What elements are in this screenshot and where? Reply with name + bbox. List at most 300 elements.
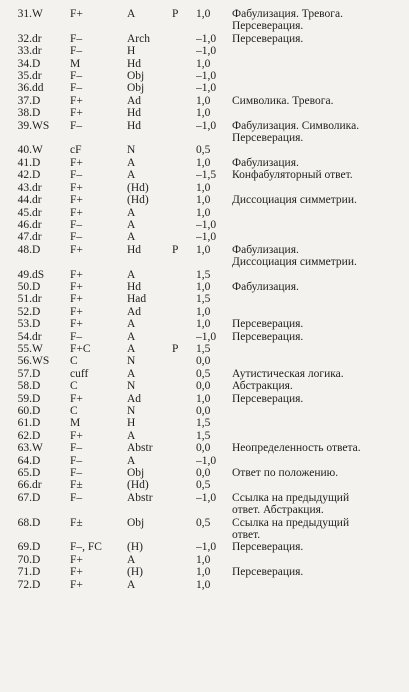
table-row [0, 207, 409, 219]
content-code: A [127, 231, 136, 244]
row-number: 62. [17, 429, 32, 442]
popular-mark [172, 554, 196, 566]
location-code: dr [32, 32, 42, 45]
content-code: N [127, 355, 136, 368]
popular-mark [172, 517, 196, 542]
comment-line: Неопределенность ответа. [232, 442, 361, 455]
form-score: 1,0 [196, 94, 211, 107]
location-code: D [32, 467, 41, 480]
comment-cell [232, 70, 409, 82]
location-code: W [32, 342, 43, 355]
determinant-code: M [70, 57, 81, 70]
form-score: 0,5 [196, 516, 211, 529]
table-row [0, 95, 409, 107]
table-row [0, 541, 409, 553]
location-code: D [32, 318, 41, 331]
row-number: 44. [17, 194, 32, 207]
row-number: 67. [17, 491, 32, 504]
form-score: 1,0 [196, 392, 211, 405]
form-score: 0,5 [196, 367, 211, 380]
determinant-code: F–, FC [70, 541, 102, 554]
table-row [0, 343, 409, 355]
popular-mark [172, 566, 196, 578]
row-number: 32. [17, 32, 32, 45]
content-code: Ad [127, 94, 142, 107]
row-number: 35. [17, 70, 32, 83]
popular-mark [172, 293, 196, 305]
row-number: 48. [17, 243, 32, 256]
row-number: 38. [17, 107, 32, 120]
content-code: (H) [127, 541, 143, 554]
determinant-code: F+ [70, 305, 83, 318]
content-code: Arch [127, 32, 150, 45]
row-number: 50. [17, 280, 32, 293]
location-code: D [32, 94, 41, 107]
content-code: A [127, 156, 136, 169]
table-row [0, 194, 409, 206]
table-row [0, 70, 409, 82]
location-code: dr [32, 479, 42, 492]
content-code: A [127, 454, 136, 467]
content-code: Hd [127, 107, 142, 120]
table-row [0, 455, 409, 467]
content-code: N [127, 405, 136, 417]
comment-cell [232, 45, 409, 57]
location-code: D [32, 566, 41, 579]
form-score: –1,0 [196, 491, 217, 504]
popular-mark [172, 194, 196, 206]
determinant-code: F+ [70, 156, 83, 169]
popular-mark [172, 368, 196, 380]
determinant-code: F+ [70, 293, 83, 306]
row-number: 57. [17, 367, 32, 380]
determinant-code: C [70, 405, 78, 417]
popular-mark: P [172, 8, 179, 20]
location-code: D [32, 516, 41, 529]
determinant-code: cF [70, 144, 82, 157]
location-code: WS [32, 355, 50, 368]
content-code: Obj [127, 70, 145, 83]
determinant-code: F– [70, 218, 83, 231]
content-code: Hd [127, 280, 142, 293]
comment-line: Ссылка на предыдущий [232, 491, 350, 504]
popular-mark [172, 281, 196, 293]
determinant-code: F+ [70, 107, 83, 120]
content-code: Ad [127, 392, 142, 405]
comment-cell [232, 566, 409, 578]
comment-cell [232, 8, 409, 33]
comment-cell [232, 492, 409, 517]
determinant-code: F+ [70, 194, 83, 207]
popular-mark [172, 58, 196, 70]
comment-line: Символика. Тревога. [232, 94, 334, 107]
location-code: dr [32, 206, 42, 219]
table-row [0, 380, 409, 392]
comment-line: Персеверация. [232, 392, 304, 405]
comment-cell [232, 269, 409, 281]
comment-cell [232, 405, 409, 417]
row-number: 59. [17, 392, 32, 405]
comment-cell [232, 144, 409, 156]
location-code: W [32, 442, 43, 455]
table-row [0, 107, 409, 119]
determinant-code: F– [70, 119, 83, 132]
location-code: D [32, 57, 41, 70]
popular-mark [172, 169, 196, 181]
form-score: –1,0 [196, 330, 217, 343]
popular-mark [172, 45, 196, 57]
location-code: dd [32, 82, 44, 95]
form-score: 0,5 [196, 144, 211, 157]
determinant-code: F– [70, 70, 83, 83]
location-code: D [32, 541, 41, 554]
form-score: 0,0 [196, 405, 211, 417]
row-number: 52. [17, 305, 32, 318]
comment-line: Фабулизация. [232, 280, 299, 293]
popular-mark [172, 380, 196, 392]
comment-cell [232, 393, 409, 405]
content-code: N [127, 144, 136, 157]
content-code: Obj [127, 467, 145, 480]
popular-mark [172, 417, 196, 429]
content-code: A [127, 429, 136, 442]
form-score: –1,0 [196, 218, 217, 231]
row-number: 37. [17, 94, 32, 107]
determinant-code: F+ [70, 206, 83, 219]
location-code: D [32, 405, 41, 417]
determinant-code: F± [70, 516, 83, 529]
table-row [0, 293, 409, 305]
table-row [0, 269, 409, 281]
comment-cell [232, 293, 409, 305]
comment-line: Персеверация. [232, 330, 304, 343]
row-number: 71. [17, 566, 32, 579]
content-code: Abstr [127, 442, 153, 455]
content-code: A [127, 318, 136, 331]
table-row [0, 331, 409, 343]
content-code: A [127, 367, 136, 380]
location-code: D [32, 156, 41, 169]
comment-cell [232, 107, 409, 119]
table-row [0, 430, 409, 442]
location-code: D [32, 454, 41, 467]
determinant-code: F– [70, 32, 83, 45]
comment-cell [232, 219, 409, 231]
row-number: 53. [17, 318, 32, 331]
form-score: –1,0 [196, 45, 217, 58]
determinant-code: F+ [70, 94, 83, 107]
determinant-code: F+ [70, 553, 83, 566]
table-row [0, 219, 409, 231]
form-score: 1,0 [196, 206, 211, 219]
row-number: 45. [17, 206, 32, 219]
table-row [0, 442, 409, 454]
comment-line: Аутистическая логика. [232, 367, 344, 380]
comment-line: ответ. [232, 529, 261, 542]
determinant-code: F– [70, 82, 83, 95]
location-code: dr [32, 231, 42, 244]
determinant-code: F± [70, 479, 83, 492]
table-row [0, 566, 409, 578]
form-score: 0,0 [196, 442, 211, 455]
comment-line: ответ. Абстракция. [232, 504, 324, 517]
table-row [0, 182, 409, 194]
form-score: –1,0 [196, 231, 217, 244]
table-row [0, 355, 409, 367]
table-row [0, 579, 409, 591]
comment-cell [232, 281, 409, 293]
location-code: D [32, 553, 41, 566]
comment-cell [232, 430, 409, 442]
form-score: 1,0 [196, 305, 211, 318]
determinant-code: F– [70, 442, 83, 455]
popular-mark: P [172, 243, 179, 256]
determinant-code: F+ [70, 578, 83, 591]
table-row [0, 169, 409, 181]
content-code: A [127, 578, 136, 591]
content-code: (Hd) [127, 181, 149, 194]
determinant-code: F– [70, 231, 83, 244]
table-row [0, 82, 409, 94]
determinant-code: cuff [70, 367, 89, 380]
popular-mark [172, 479, 196, 491]
determinant-code: C [70, 380, 78, 393]
row-number: 54. [17, 330, 32, 343]
determinant-code: F+ [70, 243, 83, 256]
comment-line: Персеверация. [232, 32, 304, 45]
determinant-code: F– [70, 169, 83, 182]
content-code: H [127, 45, 136, 58]
form-score: 0,5 [196, 479, 211, 492]
comment-cell [232, 82, 409, 94]
determinant-code: F+ [70, 392, 83, 405]
popular-mark [172, 207, 196, 219]
comment-line: Конфабуляторный ответ. [232, 169, 353, 182]
location-code: D [32, 380, 41, 393]
form-score: 1,0 [196, 57, 211, 70]
popular-mark [172, 120, 196, 145]
content-code: A [127, 342, 136, 355]
location-code: dr [32, 194, 42, 207]
table-row [0, 554, 409, 566]
comment-cell [232, 58, 409, 70]
table-row [0, 306, 409, 318]
row-number: 58. [17, 380, 32, 393]
table-row [0, 318, 409, 330]
score-table-body [0, 8, 409, 591]
row-number: 55. [17, 342, 32, 355]
comment-cell [232, 244, 409, 269]
location-code: D [32, 392, 41, 405]
form-score: 0,0 [196, 380, 211, 393]
popular-mark [172, 107, 196, 119]
determinant-code: F– [70, 491, 83, 504]
popular-mark [172, 541, 196, 553]
location-code: D [32, 305, 41, 318]
location-code: D [32, 280, 41, 293]
popular-mark [172, 467, 196, 479]
row-number: 39. [17, 119, 32, 132]
popular-mark [172, 318, 196, 330]
popular-mark [172, 33, 196, 45]
table-row [0, 479, 409, 491]
row-number: 43. [17, 181, 32, 194]
comment-cell [232, 120, 409, 145]
comment-line: Фабулизация. Символика. [232, 119, 360, 132]
row-number: 72. [17, 578, 32, 591]
location-code: dr [32, 181, 42, 194]
comment-line: Персеверация. [232, 132, 304, 145]
popular-mark [172, 219, 196, 231]
comment-cell [232, 479, 409, 491]
row-number: 69. [17, 541, 32, 554]
popular-mark [172, 405, 196, 417]
comment-cell [232, 318, 409, 330]
content-code: Hd [127, 57, 142, 70]
comment-line: Ответ по положению. [232, 467, 339, 480]
row-number: 61. [17, 417, 32, 430]
table-row [0, 417, 409, 429]
comment-cell [232, 442, 409, 454]
comment-line: Персеверация. [232, 20, 304, 33]
row-number: 63. [17, 442, 32, 455]
comment-cell [232, 579, 409, 591]
table-row [0, 393, 409, 405]
form-score: 1,0 [196, 318, 211, 331]
popular-mark [172, 579, 196, 591]
determinant-code: F+ [70, 429, 83, 442]
location-code: dr [32, 70, 42, 83]
form-score: 0,0 [196, 467, 211, 480]
table-row [0, 8, 409, 33]
location-code: D [32, 169, 41, 182]
content-code: (Hd) [127, 194, 149, 207]
form-score: –1,0 [196, 119, 217, 132]
row-number: 60. [17, 405, 32, 417]
comment-line: Фабулизация. [232, 243, 299, 256]
popular-mark [172, 82, 196, 94]
determinant-code: F+ [70, 280, 83, 293]
form-score: –1,0 [196, 454, 217, 467]
form-score: 1,0 [196, 280, 211, 293]
location-code: W [32, 144, 43, 157]
table-row [0, 244, 409, 269]
row-number: 42. [17, 169, 32, 182]
comment-cell [232, 554, 409, 566]
form-score: 1,0 [196, 566, 211, 579]
form-score: 1,0 [196, 8, 211, 20]
content-code: A [127, 553, 136, 566]
form-score: –1,0 [196, 32, 217, 45]
comment-line: Ссылка на предыдущий [232, 516, 350, 529]
form-score: –1,5 [196, 169, 217, 182]
table-row [0, 231, 409, 243]
comment-line: Фабулизация. Тревога. [232, 8, 343, 20]
table-row [0, 58, 409, 70]
form-score: 1,0 [196, 553, 211, 566]
comment-cell [232, 380, 409, 392]
form-score: 1,0 [196, 156, 211, 169]
determinant-code: F+C [70, 342, 91, 355]
form-score: 1,5 [196, 293, 211, 306]
location-code: W [32, 8, 43, 20]
content-code: A [127, 206, 136, 219]
determinant-code: F+ [70, 268, 83, 281]
form-score: 1,5 [196, 342, 211, 355]
location-code: D [32, 107, 41, 120]
form-score: 1,0 [196, 181, 211, 194]
comment-cell [232, 157, 409, 169]
comment-line: Персеверация. [232, 541, 304, 554]
determinant-code: F+ [70, 566, 83, 579]
comment-cell [232, 467, 409, 479]
table-row [0, 120, 409, 145]
content-code: A [127, 330, 136, 343]
popular-mark: P [172, 342, 179, 355]
location-code: D [32, 429, 41, 442]
comment-cell [232, 207, 409, 219]
table-row [0, 33, 409, 45]
row-number: 36. [17, 82, 32, 95]
content-code: Obj [127, 516, 145, 529]
comment-cell [232, 517, 409, 542]
form-score: –1,0 [196, 541, 217, 554]
popular-mark [172, 144, 196, 156]
location-code: dS [32, 268, 45, 281]
comment-cell [232, 343, 409, 355]
comment-line: Персеверация. [232, 318, 304, 331]
popular-mark [172, 70, 196, 82]
row-number: 34. [17, 57, 32, 70]
determinant-code: F– [70, 467, 83, 480]
table-row [0, 467, 409, 479]
popular-mark [172, 182, 196, 194]
comment-cell [232, 306, 409, 318]
comment-cell [232, 368, 409, 380]
content-code: A [127, 268, 136, 281]
form-score: 1,5 [196, 268, 211, 281]
determinant-code: F+ [70, 181, 83, 194]
row-number: 49. [17, 268, 32, 281]
form-score: 1,5 [196, 417, 211, 430]
comment-line: Диссоциация симметрии. [232, 194, 357, 207]
popular-mark [172, 157, 196, 169]
table-row [0, 281, 409, 293]
table-row [0, 157, 409, 169]
determinant-code: M [70, 417, 81, 430]
determinant-code: F– [70, 330, 83, 343]
form-score: 1,5 [196, 429, 211, 442]
comment-cell [232, 455, 409, 467]
form-score: 1,0 [196, 107, 211, 120]
table-row [0, 405, 409, 417]
form-score: 1,0 [196, 243, 211, 256]
popular-mark [172, 455, 196, 467]
location-code: dr [32, 45, 42, 58]
popular-mark [172, 95, 196, 107]
popular-mark [172, 430, 196, 442]
comment-line: Абстракция. [232, 380, 293, 393]
content-code: H [127, 417, 136, 430]
location-code: D [32, 491, 41, 504]
comment-cell [232, 182, 409, 194]
comment-cell [232, 231, 409, 243]
determinant-code: F– [70, 454, 83, 467]
comment-line: Персеверация. [232, 566, 304, 579]
table-row [0, 492, 409, 517]
popular-mark [172, 231, 196, 243]
row-number: 56. [17, 355, 32, 368]
